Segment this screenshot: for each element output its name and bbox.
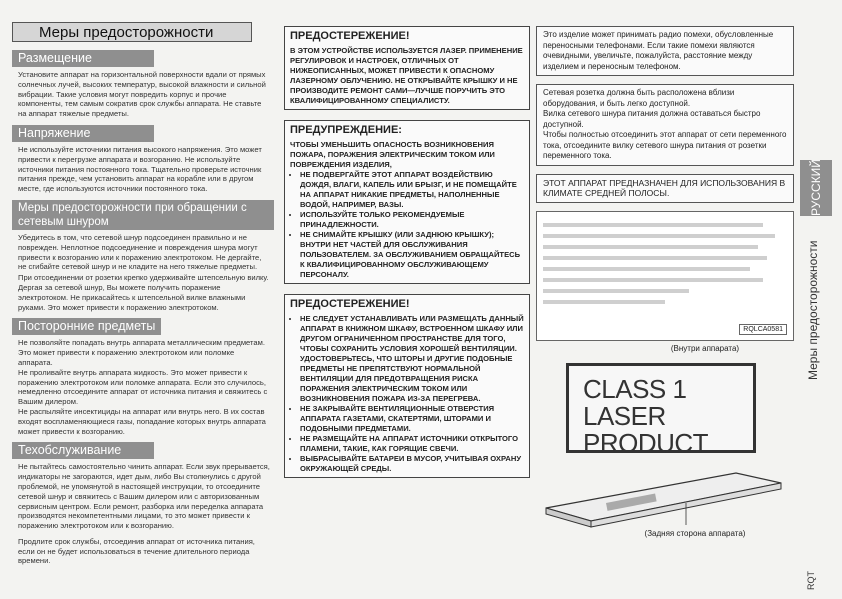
section-heading-foreign-objects: Посторонние предметы <box>12 318 161 335</box>
outlet-text-2: Вилка сетевого шнура питания должна оставаться быстро доступной. <box>543 109 761 129</box>
list-item: • НЕ СНИМАЙТЕ КРЫШКУ (ИЛИ ЗАДНЮЮ КРЫШКУ); ВНУТРИ НЕТ ЧАСТЕЙ ДЛЯ ОБСЛУЖИВАНИЯ ПОЛЬЗОВАТЕЛЕМ. ЗА ОБСЛУЖИВАНИЕМ ОБРАЩАЙТЕСЬ К КВАЛИФИЦИРОВАННОМУ ОБСЛУЖИВАЮЩЕМУ ПЕРСОНАЛУ. <box>300 230 524 280</box>
warning-title: ПРЕДУПРЕЖДЕНИЕ: <box>290 124 402 136</box>
warning-list <box>290 170 524 280</box>
unit-rear-illustration <box>536 463 786 533</box>
service-text-2: Продлите срок службы, отсоединив аппарат от источника питания, если он не будет использоваться в течение длительного периода времени. <box>18 536 255 566</box>
list-item: • НЕ ЗАКРЫВАЙТЕ ВЕНТИЛЯЦИОННЫЕ ОТВЕРСТИЯ АППАРАТА ГАЗЕТАМИ, СКАТЕРТЯМИ, ШТОРАМИ И ПОДОБНЫМИ ПРЕДМЕТАМИ. <box>300 404 524 434</box>
caution-title: ПРЕДОСТЕРЕЖЕНИЕ! <box>290 298 410 310</box>
list-item: • НЕ РАЗМЕЩАЙТЕ НА АППАРАТ ИСТОЧНИКИ ОТКРЫТОГО ПЛАМЕНИ, ТАКИЕ, КАК ГОРЯЩИЕ СВЕЧИ. <box>300 434 524 454</box>
section-heading-placement: Размещение <box>12 50 154 67</box>
outlet-note <box>536 84 794 166</box>
list-item: • НЕ СЛЕДУЕТ УСТАНАВЛИВАТЬ ИЛИ РАЗМЕЩАТЬ ДАННЫЙ АППАРАТ В КНИЖНОМ ШКАФУ, ВСТРОЕННОМ ШКАФУ ИЛИ ДРУГОМ ОГРАНИЧЕННОМ ПРОСТРАНСТВЕ ДЛЯ ТОГО, ЧТОБЫ СОХРАНИТЬ УСЛОВИЯ ХОРОШЕЙ ВЕНТИЛЯЦИИ. УДОСТОВЕРЬТЕСЬ, ЧТО ШТОРЫ И ДРУГИЕ ПОДОБНЫЕ ПРЕДМЕТЫ НЕ ПРЕПЯТСТВУЮТ НОРМАЛЬНОЙ ВЕНТИЛЯЦИИ ДЛЯ ПРЕДОТВРАЩЕНИЯ РИСКА ПОРАЖЕНИЯ ЭЛЕКТРИЧЕСКИМ ТОКОМ ИЛИ ВОЗНИКНОВЕНИЯ ПОЖАРА ИЗ-ЗА ПЕРЕГРЕВА. <box>300 314 524 404</box>
column-left <box>6 0 278 566</box>
list-item: • НЕ ПОДВЕРГАЙТЕ ЭТОТ АППАРАТ ВОЗДЕЙСТВИЮ ДОЖДЯ, ВЛАГИ, КАПЕЛЬ ИЛИ БРЫЗГ, И НЕ ПОМЕЩАЙТЕ НА АППАРАТ НИКАКИЕ ПРЕДМЕТЫ, НАПОЛНЕННЫЕ ВОДОЙ, НАПРИМЕР, ВАЗЫ. <box>300 170 524 210</box>
voltage-text: Не используйте источники питания высокого напряжения. Это может привести к перегрузке аппарата и возгоранию. Не используйте источники питания постоянного тока. Тщательно проверьте источник питания прежде, чем установить аппарат на корабле или в другом месте, где используются источники постоянного тока. <box>18 144 262 194</box>
laser-warning-label-image <box>536 211 794 341</box>
power-cord-text-2: При отсоединении от розетки крепко удерживайте штепсельную вилку. Дергая за сетевой шнур, Вы можете получить поражение электротоком. Не прикасайтесь к штепсельной вилке влажными руками. Это может привести к поражению электротоком. <box>18 273 269 312</box>
radio-interference-note: Это изделие может принимать радио помехи, обусловленные переносными телефонами. Если такие помехи являются очевидными, увеличьте, пожалуйста, расстояние между изделием и переносным телефоном. <box>536 26 794 76</box>
service-text-1: Не пытайтесь самостоятельно чинить аппарат. Если звук прерывается, индикаторы не загораются, идет дым, либо Вы столкнулись с другой проблемой, не упомянутой в настоящей инструкции, то отсоедините сетевой шнур и свяжитесь с Вашим дилером или с авторизованным сервисным центром. Если ремонт, разборка или переделка аппарата производятся некомпетентными лицами, то это может привести к поражению электротоком или к возгоранию. <box>18 462 270 531</box>
outlet-text-3: Чтобы полностью отсоединить этот аппарат от сети переменного тока, отсоедините вилку сетевого шнура питания от розетки переменного тока. <box>543 130 787 160</box>
warning-intro: ЧТОБЫ УМЕНЬШИТЬ ОПАСНОСТЬ ВОЗНИКНОВЕНИЯ ПОЖАРА, ПОРАЖЕНИЯ ЭЛЕКТРИЧЕСКИМ ТОКОМ ИЛИ ПОВРЕЖДЕНИЯ ИЗДЕЛИЯ, <box>290 140 495 169</box>
climate-note: ЭТОТ АППАРАТ ПРЕДНАЗНАЧЕН ДЛЯ ИСПОЛЬЗОВАНИЯ В КЛИМАТЕ СРЕДНЕЙ ПОЛОСЫ. <box>536 174 794 203</box>
caution-box-ventilation <box>284 294 530 478</box>
page-title: Меры предосторожности <box>12 22 252 42</box>
section-heading-service: Техобслуживание <box>12 442 154 459</box>
warning-box <box>284 120 530 284</box>
caution-laser-text: В ЭТОМ УСТРОЙСТВЕ ИСПОЛЬЗУЕТСЯ ЛАЗЕР. ПРИМЕНЕНИЕ РЕГУЛИРОВОК И НАСТРОЕК, ОТЛИЧНЫХ ОТ НИЖЕОПИСАННЫХ, МОЖЕТ ПРИВЕСТИ К ОПАСНОМУ ЛАЗЕРНОМУ ОБЛУЧЕНИЮ. НЕ ОТКРЫВАЙТЕ КРЫШКУ И НЕ ПРОИЗВОДИТЕ РЕМОНТ САМИ—ЛУЧШЕ ПОРУЧИТЬ ЭТО КВАЛИФИЦИРОВАННОМУ СПЕЦИАЛИСТУ. <box>290 46 523 105</box>
laser-line-2: LASER PRODUCT <box>583 400 709 458</box>
caution-list <box>290 314 524 474</box>
outlet-text-1: Сетевая розетка должна быть расположена вблизи оборудования, и быть легко доступной. <box>543 88 735 108</box>
list-item: • ИСПОЛЬЗУЙТЕ ТОЛЬКО РЕКОМЕНДУЕМЫЕ ПРИНАДЛЕЖНОСТИ. <box>300 210 524 230</box>
class1-laser-label <box>566 363 756 458</box>
section-heading-voltage: Напряжение <box>12 125 154 142</box>
foreign-objects-text-3: Не распыляйте инсектициды на аппарат или внутрь него. В их состав входят воспламеняющиеся газы, попадание которых внутрь аппарата может привести к возгоранию. <box>18 406 266 436</box>
vertical-section-title: Меры предосторожности <box>806 240 820 380</box>
foreign-objects-text-2: Не проливайте внутрь аппарата жидкость. Это может привести к поражению электротоком или поломке аппарата. Если это случилось, немедленно отсоедините аппарат от источника питания и свяжитесь с Вашим дилером. <box>18 367 268 407</box>
list-item: • ВЫБРАСЫВАЙТЕ БАТАРЕИ В МУСОР, УЧИТЫВАЯ ОХРАНУ ОКРУЖАЮЩЕЙ СРЕДЫ. <box>300 454 524 474</box>
language-tab: РУССКИЙ <box>800 160 832 216</box>
power-cord-text-1: Убедитесь в том, что сетевой шнур подсоединен правильно и не поврежден. Неплотное подсоединение и повреждения шнура могут привести к возгоранию или к поражению электротоком. Не дергайте, не сгибайте сетевой шнур и не кладите на него тяжелые предметы. <box>18 232 262 272</box>
section-heading-power-cord: Меры предосторожности при обращении с сетевым шнуром <box>12 200 274 230</box>
placement-text: Установите аппарат на горизонтальной поверхности вдали от прямых солнечных лучей, высоких температур, высокой влажности и сильной вибрации. Такие условия могут повредить корпус и прочие компоненты, тем самым сократив срок службы аппарата. Не ставьте на аппарат тяжелые предметы. <box>18 70 266 119</box>
page-number: RQT <box>806 571 816 590</box>
label-code: RQLCA0581 <box>739 324 787 335</box>
caution-box-laser <box>284 26 530 110</box>
caution-title: ПРЕДОСТЕРЕЖЕНИЕ! <box>290 30 410 42</box>
foreign-objects-text-1: Не позволяйте попадать внутрь аппарата металлическим предметам. Это может привести к поражению электротоком или поломке аппарата. <box>18 338 265 367</box>
inside-caption: (Внутри аппарата) <box>670 343 740 353</box>
rear-caption: (Задняя сторона аппарата) <box>644 528 746 538</box>
laser-line-1: CLASS 1 <box>583 373 687 404</box>
column-right <box>536 0 794 538</box>
column-middle <box>284 0 530 478</box>
